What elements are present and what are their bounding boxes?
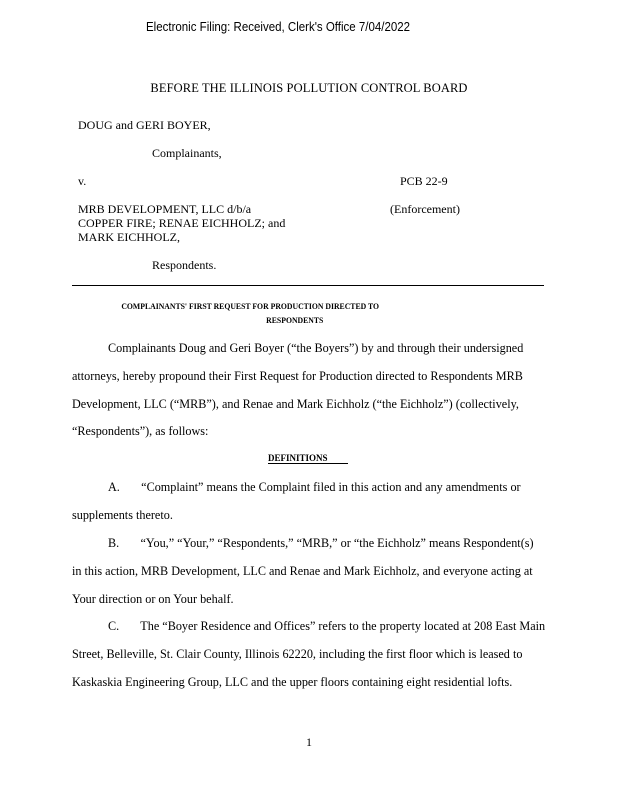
plaintiffs-name: DOUG and GERI BOYER, <box>78 118 211 132</box>
defendants-line-2: COPPER FIRE; RENAE EICHHOLZ; and <box>78 216 286 230</box>
intro-line-4: “Respondents”), as follows: <box>72 424 209 438</box>
definition-a-line-1: A. “Complaint” means the Complaint filed in this action and any amendments or <box>108 480 521 494</box>
versus: v. <box>78 174 87 188</box>
case-number: PCB 22-9 <box>400 174 448 188</box>
document-title-line-2: RESPONDENTS <box>266 315 324 325</box>
definition-c-line-1: C. The “Boyer Residence and Offices” refers to the property located at 208 East Main <box>108 619 546 633</box>
definition-a-line-2: supplements thereto. <box>72 508 173 522</box>
caption-divider <box>72 285 544 286</box>
definitions-underline <box>268 463 348 464</box>
complainants-label: Complainants, <box>152 146 222 160</box>
intro-line-2: attorneys, hereby propound their First Request for Production directed to Respondents MRB <box>72 369 523 383</box>
intro-line-1: Complainants Doug and Geri Boyer (“the Boyers”) by and through their undersigned <box>108 341 524 355</box>
definition-b-line-2: in this action, MRB Development, LLC and Renae and Mark Eichholz, and everyone acting at <box>72 564 533 578</box>
definition-c-line-3: Kaskaskia Engineering Group, LLC and the upper floors containing eight residential lofts. <box>72 675 513 689</box>
document-title-line-1: COMPLAINANTS' FIRST REQUEST FOR PRODUCTION DIRECTED TO <box>121 301 380 311</box>
filing-stamp: Electronic Filing: Received, Clerk's Office 7/04/2022 <box>146 20 411 34</box>
case-type: (Enforcement) <box>390 202 460 216</box>
defendants-line-3: MARK EICHHOLZ, <box>78 230 180 244</box>
definitions-heading: DEFINITIONS <box>268 453 328 463</box>
page-number: 1 <box>306 735 312 749</box>
definition-b-line-3: Your direction or on Your behalf. <box>72 592 234 606</box>
definition-c-line-2: Street, Belleville, St. Clair County, Illinois 62220, including the first floor which is leased to <box>72 647 523 661</box>
board-heading: BEFORE THE ILLINOIS POLLUTION CONTROL BOARD <box>150 81 468 95</box>
definition-b-line-1: B. “You,” “Your,” “Respondents,” “MRB,” or “the Eichholz” means Respondent(s) <box>108 536 534 550</box>
defendants-line-1: MRB DEVELOPMENT, LLC d/b/a <box>78 202 252 216</box>
intro-line-3: Development, LLC (“MRB”), and Renae and Mark Eichholz (“the Eichholz”) (collectively, <box>72 397 519 411</box>
respondents-label: Respondents. <box>152 258 217 272</box>
